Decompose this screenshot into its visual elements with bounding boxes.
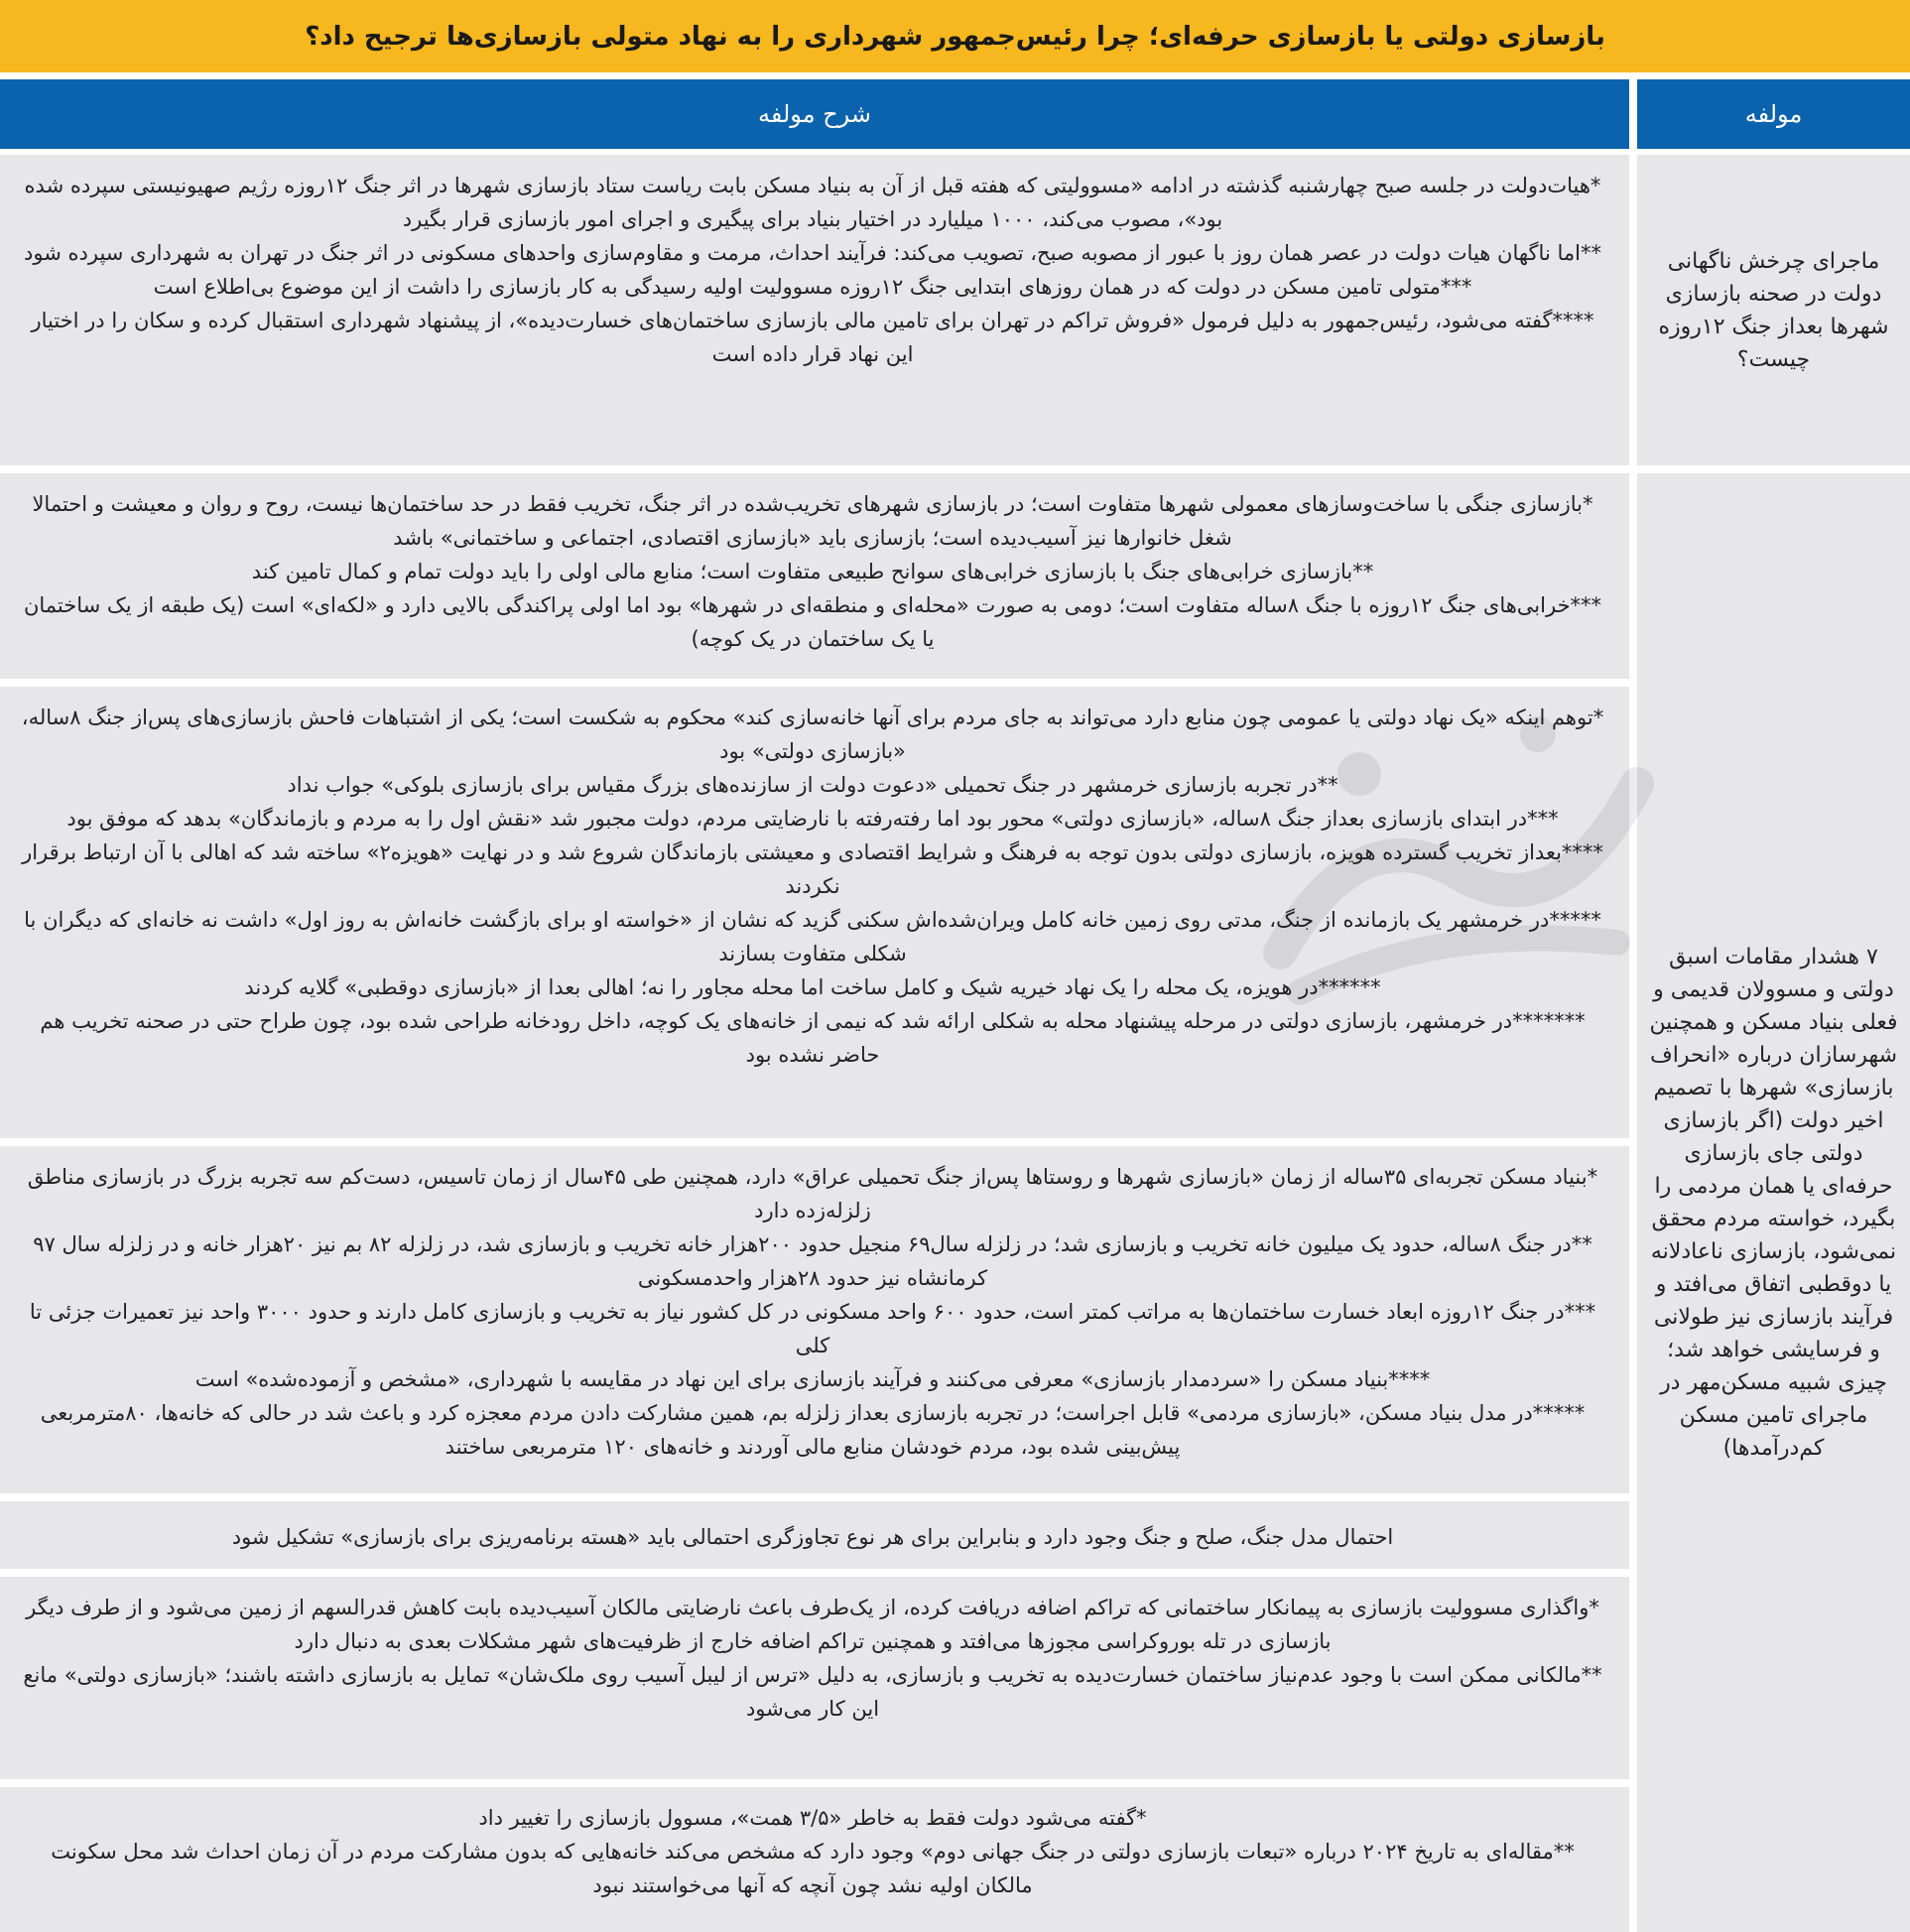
description-line: *گفته می‌شود دولت فقط به خاطر «۳/۵ همت»، مسوول بازسازی را تغییر داد (478, 1806, 1147, 1830)
description-line: ****بعداز تخریب گسترده هویزه، بازسازی دولتی بدون توجه به فرهنگ و شرایط اقتصادی و معیشتی بازماندگان شروع شد و در نهایت «هویزه۲» ساخته شد که اهالی با آن ارتباط برقرار نکردند (22, 840, 1603, 898)
description-line: ****گفته می‌شود، رئیس‌جمهور به دلیل فرمول «فروش تراکم در تهران برای تامین مالی بازسازی ساختمان‌های خسارت‌دیده»، از پیشنهاد شهرداری استقبال کرده و سکان را در اختیار این نهاد قرار داده است (31, 309, 1594, 366)
description-line: *هیات‌دولت در جلسه صبح چهارشنبه گذشته در ادامه «مسوولیتی که هفته قبل از آن به بنیاد مسکن بابت ریاست ستاد بازسازی شهرها در اثر جنگ ۱۲روزه رژیم صهیونیستی سپرده شده بود»، مصوب می‌کند، ۱۰۰۰ میلیارد در اختیار بنیاد برای پیگیری و اجرای امور بازسازی قرار بگیرد (24, 174, 1601, 231)
description-line: **در تجربه بازسازی خرمشهر در جنگ تحمیلی «دعوت دولت از سازنده‌های بزرگ مقیاس برای بازسازی بلوکی» جواب نداد (287, 773, 1338, 797)
description-cell-4 (0, 1146, 1629, 1493)
description-line: **اما ناگهان هیات دولت در عصر همان روز با عبور از مصوبه صبح، تصویب می‌کند: فرآیند احداث، مرمت و مقاوم‌سازی واحدهای مسکونی در اثر جنگ در تهران به شهرداری سپرده شود (24, 241, 1601, 265)
description-line: **در جنگ ۸ساله، حدود یک میلیون خانه تخریب و بازسازی شد؛ در زلزله سال۶۹ منجیل حدود ۲۰۰هزار خانه تخریب و بازسازی شد، در زلزله ۸۲ بم نیز ۲۰هزار خانه و در زلزله سال ۹۷ کرمانشاه نیز حدود ۲۸هزار واحدمسکونی (33, 1232, 1592, 1290)
description-line: ***متولی تامین مسکن در دولت که در همان روزهای ابتدایی جنگ ۱۲روزه مسوولیت اولیه رسیدگی به کار بازسازی را داشت از این موضوع بی‌اطلاع است (153, 275, 1472, 299)
description-line: **مقاله‌ای به تاریخ ۲۰۲۴ درباره «تبعات بازسازی دولتی در جنگ جهانی دوم» وجود دارد که مشخص می‌کند خانه‌هایی که بدون مشارکت مردم در آن زمان احداث شد محل سکونت مالکان اولیه نشد چون آنچه که آنها می‌خواستند نبود (51, 1840, 1575, 1897)
description-cell-3 (0, 687, 1629, 1138)
description-line: ****بنیاد مسکن را «سردمدار بازسازی» معرفی می‌کنند و فرآیند بازسازی برای این نهاد در مقایسه با شهرداری، «مشخص و آزموده‌شده» است (194, 1367, 1431, 1391)
description-cell-1 (0, 155, 1629, 465)
description-line: **مالکانی ممکن است با وجود عدم‌نیاز ساختمان خسارت‌دیده به تخریب و بازسازی، به دلیل «ترس از لیبل آسیب روی ملک‌شان» تمایل به بازسازی داشته باشند؛ «بازسازی دولتی» مانع این کار می‌شود (23, 1663, 1602, 1721)
description-line: *بنیاد مسکن تجربه‌ای ۳۵ساله از زمان «بازسازی شهرها و روستاها پس‌از جنگ تحمیلی عراق» دارد، همچنین طی ۴۵سال از زمان تاسیس، دست‌کم سه تجربه بزرگ در بازسازی مناطق زلزله‌زده دارد (27, 1165, 1598, 1223)
description-line: *توهم اینکه «یک نهاد دولتی یا عمومی چون منابع دارد می‌تواند به جای مردم برای آنها خانه‌سازی کند» محکوم به شکست است؛ یکی از اشتباهات فاحش بازسازی‌های پس‌از جنگ ۸ساله، «بازسازی دولتی» بود (21, 706, 1604, 763)
description-line: ***در جنگ ۱۲روزه ابعاد خسارت ساختمان‌ها به مراتب کمتر است، حدود ۶۰۰ واحد مسکونی در کل کشور نیاز به تخریب و بازسازی کامل دارند و حدود ۳۰۰۰ واحد نیز تعمیرات جزئی تا کلی (29, 1300, 1596, 1357)
description-cell-5 (0, 1501, 1629, 1569)
page-title: بازسازی دولتی یا بازسازی حرفه‌ای؛ چرا رئیس‌جمهور شهرداری را به نهاد متولی بازسازی‌ها ترجیح داد؟ (0, 0, 1910, 72)
description-line: *******در خرمشهر، بازسازی دولتی در مرحله پیشنهاد محله به شکلی ارائه شد که نیمی از خانه‌های یک کوچه، داخل رودخانه طراحی شده بود، چون طراح حتی در صحنه تخریب هم حاضر نشده بود (40, 1009, 1586, 1067)
description-line: ***در ابتدای بازسازی بعداز جنگ ۸ساله، «بازسازی دولتی» محور بود اما رفته‌رفته با نارضایتی مردم، دولت مجبور شد «نقش اول را به مردم و بازماندگان» بدهد که موفق بود (66, 807, 1559, 831)
description-cell-2 (0, 473, 1629, 679)
description-line: ******در هویزه، یک محله را یک نهاد خیریه شیک و کامل ساخت اما محله مجاور را نه؛ اهالی بعدا از «بازسازی دوقطبی» گلایه کردند (244, 975, 1381, 999)
component-cell-1 (1637, 155, 1910, 465)
description-line: احتمال مدل جنگ، صلح و جنگ وجود دارد و بنابراین برای هر نوع تجاوزگری احتمالی باید «هسته برنامه‌ریزی برای بازسازی» تشکیل شود (231, 1525, 1394, 1549)
component-cell-2 (1637, 473, 1910, 1932)
description-line: **بازسازی خرابی‌های جنگ با بازسازی خرابی‌های سوانح طبیعی متفاوت است؛ منابع مالی اولی را باید دولت تمام و کمال تامین کند (251, 560, 1374, 583)
description-line: *بازسازی جنگی با ساخت‌وسازهای معمولی شهرها متفاوت است؛ در بازسازی شهرهای تخریب‌شده در اثر جنگ، تخریب فقط در حد ساختمان‌ها نیست، روح و روان و معیشت و احتمالا شغل خانوارها نیز آسیب‌دیده است؛ بازسازی باید «بازسازی اقتصادی، اجتماعی و ساختمانی» باشد (32, 492, 1593, 550)
column-header-component: مولفه (1637, 79, 1910, 149)
component-label: ماجرای چرخش ناگهانی دولت در صحنه بازسازی شهرها بعداز جنگ ۱۲روزه چیست؟ (1658, 248, 1889, 372)
description-line: ***خرابی‌های جنگ ۱۲روزه با جنگ ۸ساله متفاوت است؛ دومی به صورت «محله‌ای و منطقه‌ای در شهرها» بود اما اولی پراکندگی بالایی دارد و «لکه‌ای» است (یک طبقه از یک ساختمان یا یک ساختمان در یک کوچه) (23, 593, 1602, 651)
description-cell-6 (0, 1577, 1629, 1779)
description-line: *****در مدل بنیاد مسکن، «بازسازی مردمی» قابل اجراست؛ در تجربه بازسازی بعداز زلزله بم، همین مشارکت دادن مردم معجزه کرد و باعث شد در حالی که خانه‌ها، ۸۰مترمربعی پیش‌بینی شده بود، مردم خودشان منابع مالی آوردند و خانه‌های ۱۲۰ مترمربعی ساختند (40, 1401, 1586, 1459)
column-header-description: شرح مولفه (0, 79, 1629, 149)
description-line: *****در خرمشهر یک بازمانده از جنگ، مدتی روی زمین خانه کامل ویران‌شده‌اش سکنی گزید که نشان از «خواسته او برای بازگشت خانه‌اش به روز اول» داشت نه خانه‌ای که دیگران با شکلی متفاوت بسازند (24, 908, 1601, 966)
description-line: *واگذاری مسوولیت بازسازی به پیمانکار ساختمانی که تراکم اضافه دریافت کرده، از یک‌طرف باعث نارضایتی مالکان آسیب‌دیده بابت کاهش قدرالسهم از زمین می‌شود و از طرف دیگر بازسازی در تله بوروکراسی مجوزها می‌افتد و همچنین تراکم اضافه خارج از ظرفیت‌های شهر مشکلات بعدی به دنبال دارد (26, 1596, 1599, 1653)
component-label: ۷ هشدار مقامات اسبق دولتی و مسوولان قدیمی و فعلی بنیاد مسکن و همچنین شهرسازان درباره «انحراف بازسازی» شهرها با تصمیم اخیر دولت (اگر بازسازی دولتی جای بازسازی حرفه‌ای یا همان مردمی را بگیرد، خواسته مردم محقق نمی‌شود، بازسازی ناعادلانه یا دوقطبی اتفاق می‌افتد و فرآیند بازسازی نیز طولانی و فرسایشی خواهد شد؛ چیزی شبیه مسکن‌مهر در ماجرای تامین مسکن کم‌درآمدها) (1649, 945, 1898, 1461)
description-cell-7 (0, 1787, 1629, 1932)
